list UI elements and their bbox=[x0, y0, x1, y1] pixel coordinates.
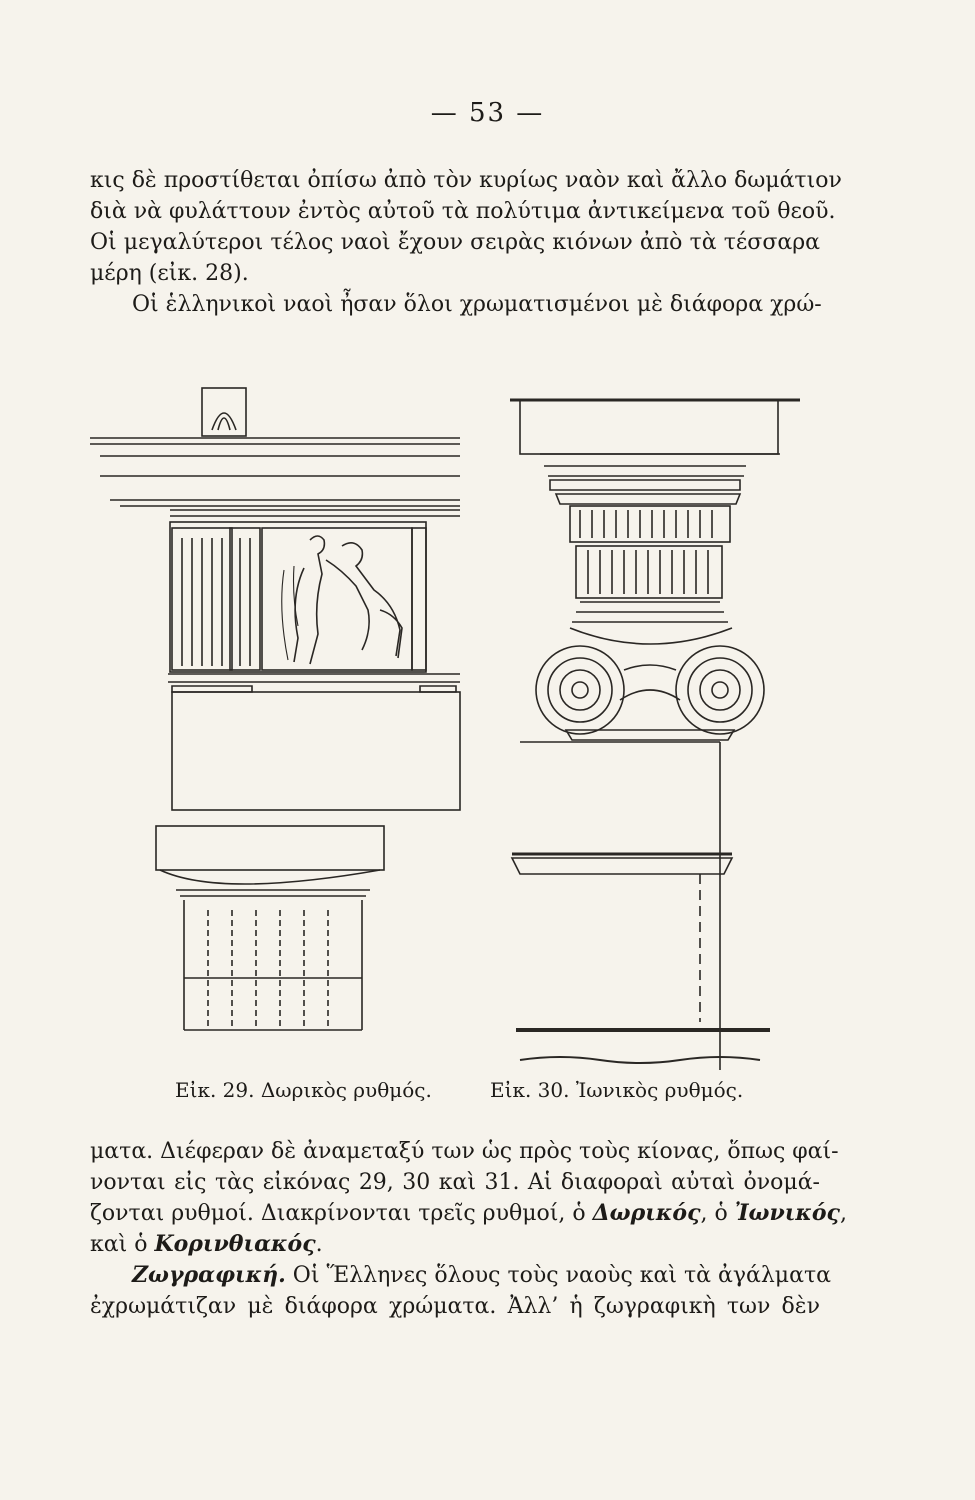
figure-caption-ionic: Εἰκ. 30. Ἰωνικὸς ρυθμός. bbox=[490, 1078, 744, 1102]
text-line: ἐχρωμάτιζαν μὲ διάφορα χρώματα. Ἀλλ’ ἡ ζωγραφικὴ των δὲν bbox=[90, 1294, 820, 1319]
term-corinthian: Κορινθιακός bbox=[154, 1231, 316, 1257]
text-span: . bbox=[315, 1232, 323, 1257]
term-ionic: Ἰωνικός bbox=[734, 1200, 840, 1226]
ionic-order-drawing bbox=[510, 400, 800, 1070]
text-span: καὶ ὁ bbox=[90, 1232, 155, 1257]
doric-order-drawing bbox=[90, 388, 460, 1030]
text-line: μέρη (εἰκ. 28). bbox=[90, 261, 249, 286]
text-span: , bbox=[839, 1201, 847, 1226]
text-line: ματα. Διέφεραν δὲ ἀναμεταξύ των ὡς πρὸς τοὺς κίονας, ὅπως φαί- bbox=[90, 1139, 839, 1164]
text-line bbox=[90, 1198, 847, 1229]
text-span: , ὁ bbox=[700, 1201, 735, 1226]
term-doric: Δωρικός bbox=[592, 1200, 701, 1226]
text-line: Οἱ μεγαλύτεροι τέλος ναοὶ ἔχουν σειρὰς κιόνων ἀπὸ τὰ τέσσαρα bbox=[90, 230, 820, 255]
text-span: Οἱ Ἕλληνες ὅλους τοὺς ναοὺς καὶ τὰ ἀγάλματα bbox=[285, 1263, 831, 1288]
text-line bbox=[90, 1260, 831, 1291]
paragraph-top bbox=[90, 165, 842, 320]
figure-caption-doric: Εἰκ. 29. Δωρικὸς ρυθμός. bbox=[175, 1078, 432, 1102]
section-heading-painting: Ζωγραφική. bbox=[132, 1262, 286, 1288]
text-line: νονται εἰς τὰς εἰκόνας 29, 30 καὶ 31. Αἱ διαφοραὶ αὐταὶ ὀνομά- bbox=[90, 1170, 820, 1195]
text-line: κις δὲ προστίθεται ὀπίσω ἀπὸ τὸν κυρίως ναὸν καὶ ἄλλο δωμάτιον bbox=[90, 168, 842, 193]
figure-illustrations bbox=[80, 370, 800, 1070]
page-number: — 53 — bbox=[430, 98, 545, 128]
text-line: διὰ νὰ φυλάττουν ἐντὸς αὐτοῦ τὰ πολύτιμα ἀντικείμενα τοῦ θεοῦ. bbox=[90, 199, 836, 224]
text-line bbox=[90, 1229, 820, 1260]
paragraph-bottom bbox=[90, 1136, 847, 1322]
text-line: Οἱ ἑλληνικοὶ ναοὶ ἦσαν ὅλοι χρωματισμένοι μὲ διάφορα χρώ- bbox=[132, 292, 822, 317]
architecture-drawings bbox=[80, 370, 800, 1070]
text-span: ζονται ρυθμοί. Διακρίνονται τρεῖς ρυθμοί, ὁ bbox=[90, 1201, 593, 1226]
